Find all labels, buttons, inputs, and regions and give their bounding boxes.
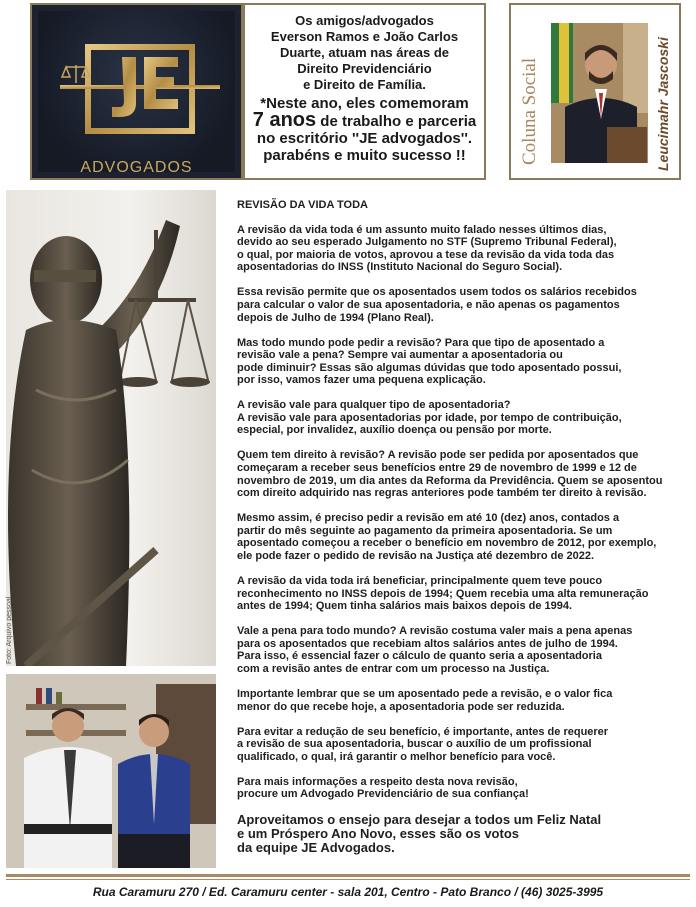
article-line: partir do mês seguinte ao pagamento da primeira aposentadoria. Se um bbox=[237, 524, 613, 537]
announcement-line: Duarte, atuam nas áreas de bbox=[279, 45, 450, 60]
article-line: antes de 1994; Quem tinha salários mais baixos depois de 1994. bbox=[237, 600, 573, 613]
column-panel bbox=[509, 3, 681, 180]
logo-panel bbox=[30, 3, 243, 180]
article-paragraph bbox=[237, 224, 682, 274]
article-line: para calcular o valor de sua aposentadoria, e não apenas os pagamentos bbox=[237, 298, 620, 311]
article-line: depois de Julho de 1994 (Plano Real). bbox=[237, 311, 434, 324]
announcement-line: Everson Ramos e João Carlos bbox=[270, 29, 459, 44]
article-line: aposentadorias do INSS (Instituto Nacional do Seguro Social). bbox=[237, 261, 563, 274]
footer-address: Rua Caramuru 270 / Ed. Caramuru center - sala 201, Centro - Pato Branco / (46) 3025-3995 bbox=[92, 885, 604, 899]
article-line: Para isso, é essencial fazer o cálculo de quanto seria a aposentadoria bbox=[237, 650, 602, 663]
article-line: com direito adquirido nas regras anteriores pode também ter direito à revisão. bbox=[237, 487, 647, 500]
closing-line: e um Próspero Ano Novo, esses são os votos bbox=[237, 826, 519, 842]
announcement-highlight-line: *Neste ano, eles comemoram bbox=[260, 95, 469, 112]
article-line: A revisão da vida toda é um assunto muito falado nesses últimos dias, bbox=[237, 223, 607, 236]
years-suffix: de trabalho e parceria bbox=[316, 113, 477, 130]
article-line: aposentado começou a receber o benefício em novembro de 2012, por exemplo, bbox=[237, 537, 657, 550]
article-line: revisão vale a pena? Sempre vai aumentar a aposentadoria ou bbox=[237, 349, 563, 362]
article-paragraph bbox=[237, 449, 682, 499]
article-line: começaram a receber seus benefícios entre 29 de novembro de 1999 e 12 de bbox=[237, 462, 637, 475]
article-line: devido ao seu esperado Julgamento no STF (Supremo Tribunal Federal), bbox=[237, 236, 617, 249]
article-line: com a revisão antes de entrar com um processo na Justiça. bbox=[237, 662, 550, 675]
article-line: Quem tem direito à revisão? A revisão pode ser pedida por aposentados que bbox=[237, 449, 639, 462]
logo-background bbox=[38, 11, 235, 176]
announcement-line: Os amigos/advogados bbox=[295, 13, 434, 28]
announcement-highlight bbox=[251, 95, 478, 164]
years-count: 7 anos bbox=[252, 109, 317, 131]
article-line: Essa revisão permite que os aposentados usem todos os salários recebidos bbox=[237, 286, 637, 299]
article-line: menor do que recebe hoje, a aposentadoria pode ser reduzida. bbox=[237, 700, 565, 713]
article-line: novembro de 2019, um dia antes da Reforma da Previdência. Quem se aposentou bbox=[237, 474, 663, 487]
article-paragraph bbox=[237, 625, 682, 675]
announcement-text bbox=[251, 13, 478, 93]
footer-divider-thin bbox=[6, 879, 690, 880]
article-line: a revisão de sua aposentadoria, buscar o auxílio de um profissional bbox=[237, 738, 592, 751]
announcement-line: e Direito de Família. bbox=[303, 77, 426, 92]
logo-caption: ADVOGADOS bbox=[80, 159, 193, 176]
closing-line: Aproveitamos o ensejo para desejar a todos um Feliz Natal bbox=[237, 812, 602, 828]
article-paragraph bbox=[237, 512, 682, 562]
article-paragraph bbox=[237, 726, 682, 764]
article-line: para os aposentados que recebiam altos salários antes de julho de 1994. bbox=[237, 637, 618, 650]
photo-credit: Foto: Arquivo pessoal bbox=[6, 596, 13, 664]
article-paragraph bbox=[237, 337, 682, 387]
article-line: Para mais informações a respeito desta nova revisão, bbox=[237, 775, 518, 788]
article-line: ele pode fazer o pedido de revisão na Justiça até dezembro de 2022. bbox=[237, 550, 595, 563]
announcement-highlight-line bbox=[251, 109, 478, 131]
article-line: o qual, por maioria de votos, aprovou a tese da revisão da vida toda das bbox=[237, 248, 615, 261]
je-monogram-logo bbox=[60, 39, 220, 139]
announcement-highlight-line: no escritório ''JE advogados''. bbox=[256, 130, 473, 147]
column-label: Coluna Social bbox=[519, 57, 540, 165]
article-line: A revisão vale para aposentadorias por idade, por tempo de contribuição, bbox=[237, 411, 622, 424]
article-paragraph bbox=[237, 688, 682, 713]
article-line: Para evitar a redução de seu benefício, é importante, antes de requerer bbox=[237, 725, 609, 738]
article-paragraph bbox=[237, 575, 682, 613]
article-line: Vale a pena para todo mundo? A revisão costuma valer mais a pena apenas bbox=[237, 625, 633, 638]
lady-justice-photo bbox=[6, 190, 216, 666]
lawyers-photo bbox=[6, 674, 216, 868]
article-line: Mas todo mundo pode pedir a revisão? Para que tipo de aposentado a bbox=[237, 336, 605, 349]
article bbox=[237, 199, 682, 855]
columnist-illustration bbox=[551, 23, 648, 163]
article-line: Importante lembrar que se um aposentado pede a revisão, e o valor fica bbox=[237, 687, 613, 700]
article-paragraph bbox=[237, 399, 682, 437]
lawyers-illustration bbox=[6, 674, 216, 868]
columnist-photo bbox=[551, 23, 648, 163]
footer-divider bbox=[6, 874, 690, 877]
article-line: A revisão da vida toda irá beneficiar, principalmente quem teve pouco bbox=[237, 575, 603, 587]
article-line: A revisão vale para qualquer tipo de aposentadoria? bbox=[237, 399, 511, 412]
article-paragraph bbox=[237, 776, 682, 801]
closing-greeting bbox=[237, 813, 682, 855]
column-author: Leucimahr Jascoski bbox=[655, 37, 671, 171]
closing-line: da equipe JE Advogados. bbox=[237, 840, 395, 856]
article-line: reconhecimento no INSS depois de 1994; Quem recebia uma alta remuneração bbox=[237, 587, 649, 600]
announcement-line: Direito Previdenciário bbox=[297, 61, 432, 76]
article-line: pode diminuir? Essas são algumas dúvidas que todo aposentado possui, bbox=[237, 361, 622, 374]
announcement-highlight-line: parabéns e muito sucesso !! bbox=[263, 147, 466, 164]
article-line: por isso, vamos fazer uma pequena explicação. bbox=[237, 374, 486, 387]
article-line: qualificado, o qual, irá garantir o melhor benefício para você. bbox=[237, 750, 556, 763]
announcement-panel bbox=[243, 3, 486, 180]
article-paragraph bbox=[237, 286, 682, 324]
article-title: REVISÃO DA VIDA TODA bbox=[237, 199, 368, 211]
article-line: procure um Advogado Previdenciário de sua confiança! bbox=[237, 788, 529, 801]
lady-justice-illustration bbox=[6, 190, 216, 666]
article-line: especial, por invalidez, auxílio doença ou pensão por morte. bbox=[237, 424, 552, 437]
article-line: Mesmo assim, é preciso pedir a revisão em até 10 (dez) anos, contados a bbox=[237, 512, 620, 525]
